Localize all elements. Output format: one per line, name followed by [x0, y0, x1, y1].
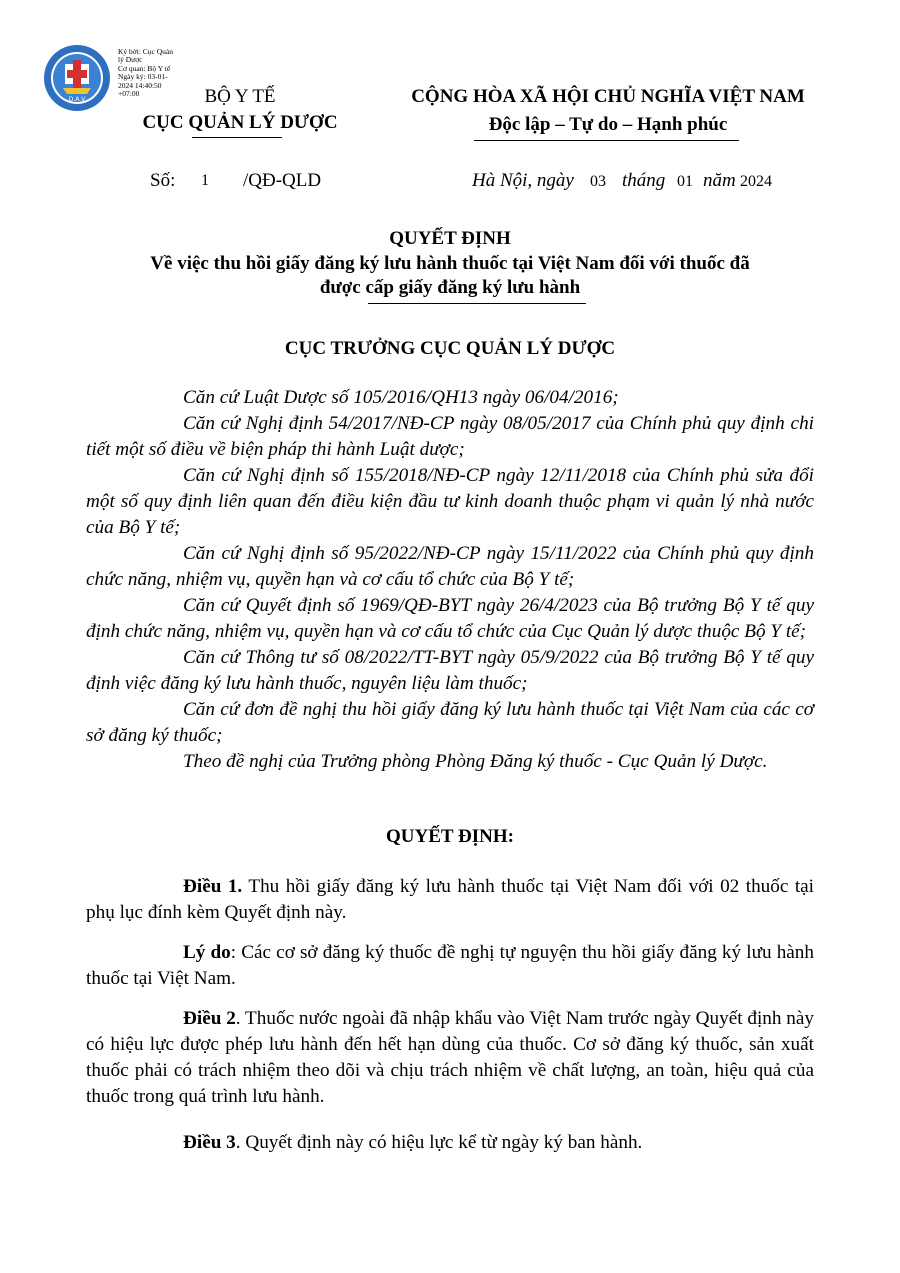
document-subject-line-1: Về việc thu hồi giấy đăng ký lưu hành thuốc tại Việt Nam đối với thuốc đã [150, 253, 750, 274]
date-day: 03 [590, 173, 606, 190]
article-text: . Quyết định này có hiệu lực kể từ ngày ký ban hành. [235, 1132, 643, 1153]
legal-basis: Căn cứ Nghị định số 95/2022/NĐ-CP ngày 15/11/2022 của Chính phủ quy định chức năng, nhiệm vụ, quyền hạn và cơ cấu tổ chức của Bộ Y tế; [86, 543, 814, 590]
doc-number-value: 1 [201, 172, 209, 189]
article-label: Điều 3 [183, 1132, 236, 1153]
decision-heading: QUYẾT ĐỊNH: [386, 826, 514, 847]
signature-line: Ngày ký: 03-01- [118, 72, 168, 82]
legal-basis: Căn cứ Nghị định số 155/2018/NĐ-CP ngày 12/11/2018 của Chính phủ sửa đổi một số quy định liên quan đến điều kiện đầu tư kinh doanh thuộc phạm vi quản lý nhà nước của Bộ Y tế; [86, 465, 814, 538]
title-underline [368, 303, 586, 304]
doc-number-label: Số: [150, 170, 176, 191]
department-underline [192, 137, 282, 138]
signing-authority: CỤC TRƯỞNG CỤC QUẢN LÝ DƯỢC [284, 338, 616, 359]
date-month-label: tháng [622, 170, 666, 191]
signature-line: lý Dược [118, 55, 143, 65]
legal-basis: Căn cứ đơn đề nghị thu hồi giấy đăng ký lưu hành thuốc tại Việt Nam của các cơ sở đăng ký thuốc; [86, 699, 814, 746]
article-label: Lý do [183, 942, 231, 963]
document-subject-line-2: được cấp giấy đăng ký lưu hành [319, 277, 581, 298]
article-label: Điều 1. [183, 876, 243, 897]
national-motto: Độc lập – Tự do – Hạnh phúc [488, 114, 728, 135]
document-title: QUYẾT ĐỊNH [389, 228, 511, 249]
legal-basis: Căn cứ Thông tư số 08/2022/TT-BYT ngày 05/9/2022 của Bộ trưởng Bộ Y tế quy định việc đăng ký lưu hành thuốc, nguyên liệu làm thuốc; [86, 647, 814, 694]
article-1 [86, 874, 814, 926]
agency-seal-icon [43, 44, 111, 112]
article-text: . Thuốc nước ngoài đã nhập khẩu vào Việt Nam trước ngày Quyết định này có hiệu lực được phép lưu hành đến hết hạn dùng của thuốc. Cơ sở đăng ký thuốc, sản xuất thuốc phải có trách nhiệm theo dõi và chịu trách nhiệm về chất lượng, an toàn, hiệu quả của thuốc trong quá trình lưu hành. [86, 1008, 814, 1107]
motto-underline [474, 140, 739, 141]
department-name: CỤC QUẢN LÝ DƯỢC [142, 112, 338, 133]
article-text: Thu hồi giấy đăng ký lưu hành thuốc tại Việt Nam đối với 02 thuốc tại phụ lục đính kèm Quyết định này. [86, 876, 815, 923]
date-prefix: Hà Nội, ngày [472, 170, 574, 191]
legal-basis: Căn cứ Luật Dược số 105/2016/QH13 ngày 06/04/2016; [183, 387, 619, 408]
legal-basis: Theo đề nghị của Trưởng phòng Phòng Đăng ký thuốc - Cục Quản lý Dược. [183, 751, 768, 772]
seal-text: D.A.V [68, 96, 86, 103]
article-label: Điều 2 [183, 1008, 236, 1029]
signature-line: +07:00 [118, 89, 140, 99]
legal-bases [86, 385, 814, 775]
signature-line: Ký bởi: Cục Quản [118, 47, 174, 56]
issuing-body [130, 0, 350, 140]
article-text: : Các cơ sở đăng ký thuốc đề nghị tự nguyện thu hồi giấy đăng ký lưu hành thuốc tại Việt Nam. [86, 942, 814, 989]
article-3 [86, 1130, 814, 1156]
signature-line: Cơ quan: Bộ Y tế [118, 63, 171, 73]
date-month: 01 [677, 173, 693, 190]
country-name: CỘNG HÒA XÃ HỘI CHỦ NGHĨA VIỆT NAM [411, 86, 805, 107]
signature-line: 2024 14:40:50 [118, 80, 162, 90]
article-reason [86, 940, 814, 992]
legal-basis: Căn cứ Quyết định số 1969/QĐ-BYT ngày 26/4/2023 của Bộ trưởng Bộ Y tế quy định chức năng, nhiệm vụ, quyền hạn và cơ cấu tổ chức của Cục Quản lý dược thuộc Bộ Y tế; [86, 595, 814, 642]
date-year-label: năm [703, 170, 736, 191]
legal-basis: Căn cứ Nghị định 54/2017/NĐ-CP ngày 08/05/2017 của Chính phủ quy định chi tiết một số điều về biện pháp thi hành Luật dược; [86, 413, 814, 460]
doc-number-suffix: /QĐ-QLD [243, 170, 322, 191]
national-header [388, 0, 828, 140]
ministry-name: BỘ Y TẾ [204, 86, 276, 107]
date-year: 2024 [740, 173, 772, 190]
article-2 [86, 1006, 814, 1110]
